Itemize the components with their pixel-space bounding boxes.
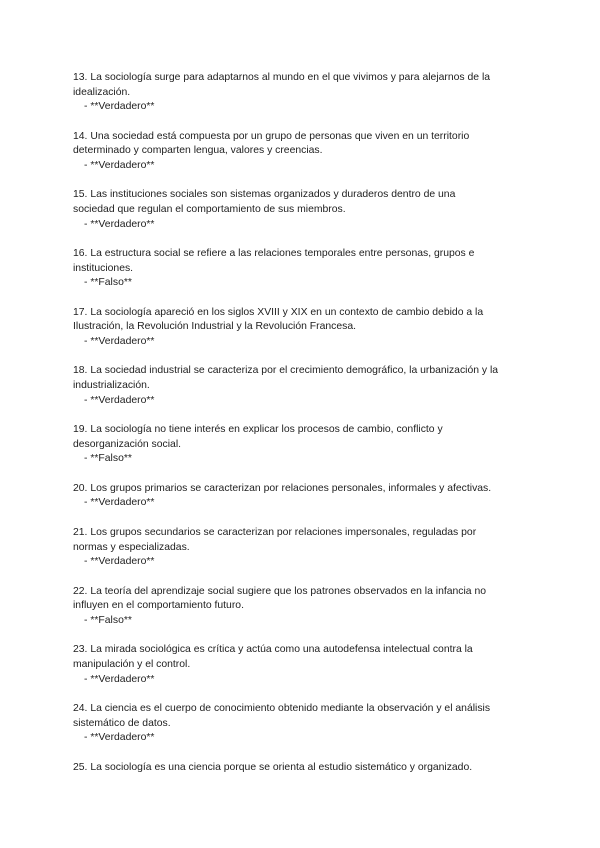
- answer: - **Verdadero**: [84, 673, 155, 685]
- answer: - **Falso**: [84, 614, 132, 626]
- answer: - **Verdadero**: [84, 394, 155, 406]
- question-text-line: 17. La sociología apareció en los siglos XVIII y XIX en un contexto de cambio debido a la: [73, 306, 484, 318]
- question-text-line: 20. Los grupos primarios se caracterizan por relaciones personales, informales y afectivas.: [73, 482, 492, 494]
- question-22: [73, 585, 600, 629]
- question-text-line: 15. Las instituciones sociales son sistemas organizados y duraderos dentro de una: [73, 189, 456, 201]
- question-text-line: sociedad que regulan el comportamiento de sus miembros.: [73, 204, 346, 216]
- question-text-line: influyen en el comportamiento futuro.: [73, 600, 244, 612]
- question-23: [73, 643, 600, 687]
- question-18: [73, 364, 600, 408]
- answer: - **Falso**: [84, 277, 132, 289]
- question-15: [73, 188, 600, 232]
- question-16: [73, 247, 600, 291]
- question-text-line: industrialización.: [73, 380, 150, 392]
- question-text-line: 25. La sociología es una ciencia porque se orienta al estudio sistemático y organizado.: [73, 761, 473, 773]
- question-text-line: idealización.: [73, 86, 131, 98]
- question-text-line: determinado y comparten lengua, valores y creencias.: [73, 145, 323, 157]
- question-text-line: 18. La sociedad industrial se caracteriza por el crecimiento demográfico, la urbanización y la: [73, 365, 499, 377]
- question-text-line: 14. Una sociedad está compuesta por un grupo de personas que viven en un territorio: [73, 130, 470, 142]
- question-17: [73, 306, 600, 350]
- question-25: [73, 761, 600, 776]
- answer: - **Verdadero**: [84, 732, 155, 744]
- question-text-line: instituciones.: [73, 262, 134, 274]
- question-text-line: 19. La sociología no tiene interés en explicar los procesos de cambio, conflicto y: [73, 424, 443, 436]
- question-text-line: normas y especializadas.: [73, 541, 190, 553]
- question-text-line: 22. La teoría del aprendizaje social sugiere que los patrones observados en la infancia no: [73, 585, 487, 597]
- question-text-line: 24. La ciencia es el cuerpo de conocimiento obtenido mediante la observación y el análisis: [73, 702, 491, 714]
- question-text-line: desorganización social.: [73, 438, 182, 450]
- answer: - **Verdadero**: [84, 556, 155, 568]
- question-14: [73, 130, 600, 174]
- question-text-line: 16. La estructura social se refiere a las relaciones temporales entre personas, grupos e: [73, 248, 475, 260]
- answer: - **Verdadero**: [84, 160, 155, 172]
- question-24: [73, 702, 600, 746]
- question-13: [73, 71, 600, 115]
- question-21: [73, 526, 600, 570]
- answer: - **Falso**: [84, 453, 132, 465]
- question-text-line: 13. La sociología surge para adaptarnos al mundo en el que vivimos y para alejarnos de la: [73, 72, 491, 83]
- question-19: [73, 423, 600, 467]
- question-20: [73, 482, 600, 511]
- question-text-line: 21. Los grupos secundarios se caracterizan por relaciones impersonales, reguladas por: [73, 526, 477, 538]
- question-text-line: manipulación y el control.: [73, 658, 191, 670]
- answer: - **Verdadero**: [84, 497, 155, 509]
- answer: - **Verdadero**: [84, 218, 155, 230]
- question-text-line: Ilustración, la Revolución Industrial y la Revolución Francesa.: [73, 321, 356, 333]
- question-text-line: 23. La mirada sociológica es crítica y actúa como una autodefensa intelectual contra la: [73, 644, 473, 656]
- question-text-line: sistemático de datos.: [73, 717, 171, 729]
- answer: - **Verdadero**: [84, 336, 155, 348]
- answer: - **Verdadero**: [84, 101, 155, 113]
